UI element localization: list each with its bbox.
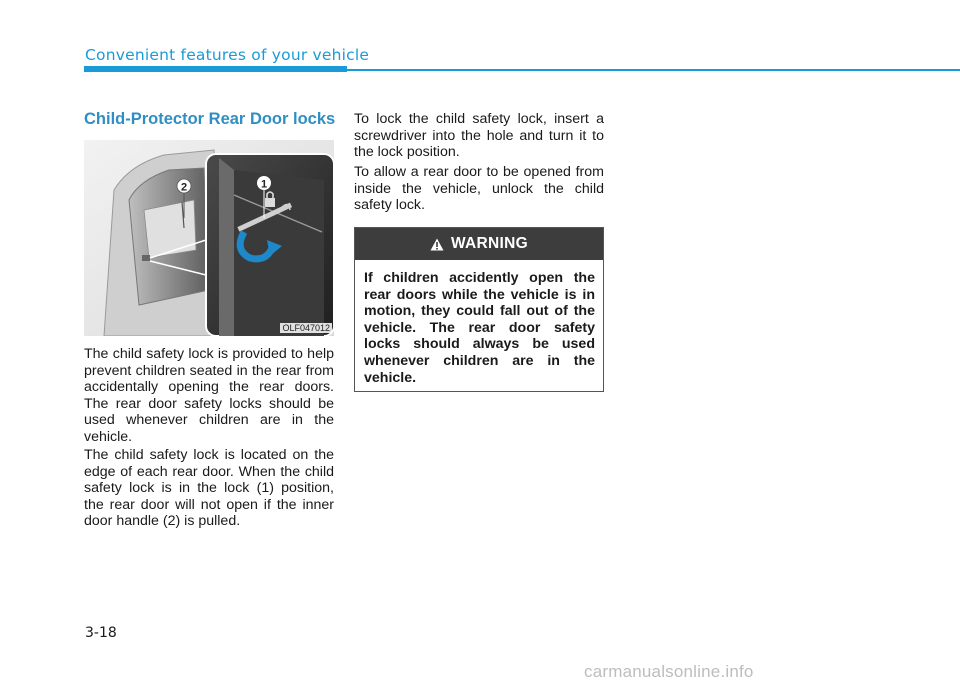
left-paragraph-2: The child safety lock is located on the edge of each rear door. When the child safety lock is in the lock (1) position, the rear door will not open if the inner door handle (2) is pulled. <box>84 447 334 530</box>
right-paragraph-2: To allow a rear door to be opened from inside the vehicle, unlock the child safety lock. <box>354 164 604 214</box>
watermark: carmanualsonline.info <box>584 662 754 681</box>
callout-1-label: 1 <box>260 178 268 191</box>
warning-box <box>354 227 604 392</box>
warning-text: If children accidently open the rear doors while the vehicle is in motion, they could fall out of the vehicle. The rear door safety locks should always be used whenever children are in the vehicle. <box>364 270 595 386</box>
warning-header <box>355 228 603 260</box>
callout-2-label: 2 <box>180 181 188 194</box>
page-number: 3-18 <box>85 625 117 641</box>
door-illustration <box>84 140 334 336</box>
right-paragraph-1: To lock the child safety lock, insert a screwdriver into the hole and turn it to the lock position. <box>354 111 604 161</box>
warning-icon <box>430 238 444 251</box>
warning-title: WARNING <box>450 235 528 252</box>
chapter-title: Convenient features of your vehicle <box>85 46 370 64</box>
header-rule <box>347 69 960 71</box>
section-title: Child-Protector Rear Door locks <box>84 110 336 128</box>
child-lock-illustration <box>84 140 334 336</box>
header-accent-bar <box>84 66 347 72</box>
figure-code: OLF047012 <box>282 323 330 333</box>
left-paragraph-1: The child safety lock is provided to help prevent children seated in the rear from accidentally opening the rear doors. The rear door safety locks should be used whenever children are in the vehicle. <box>84 346 334 445</box>
